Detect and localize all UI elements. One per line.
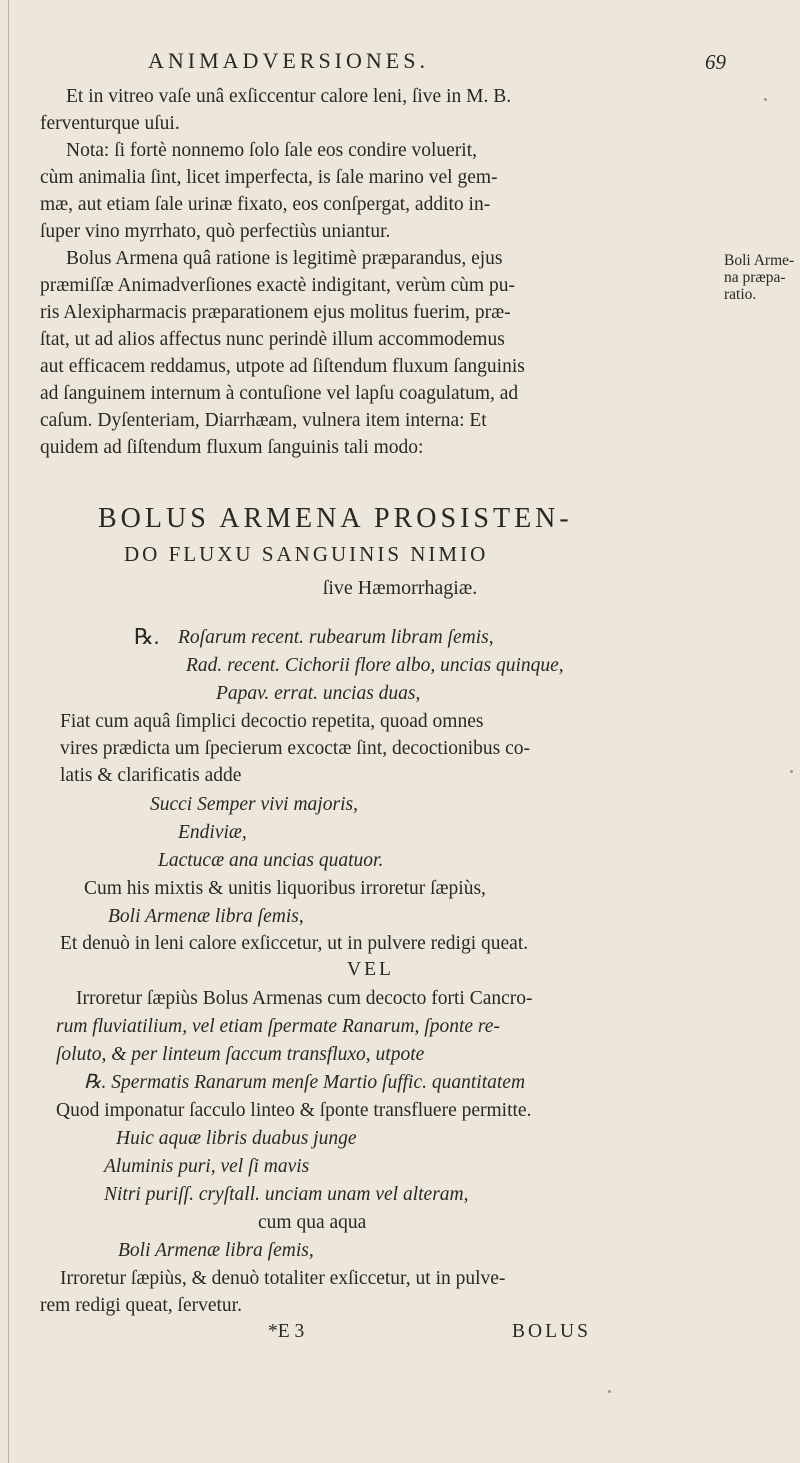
catchword: BOLUS [512,1321,591,1342]
recipe-line: Papav. errat. uncias duas, [216,683,421,704]
margin-note-line: ratio. [724,286,757,304]
ingredient-line: Boli Armenæ libra ſemis, [118,1240,314,1261]
margin-note [724,252,794,303]
ingredient-line: Lactucæ ana uncias quatuor. [158,850,384,871]
body-line: præmiſſæ Animadverſiones exactè indigitant, verùm cùm pu- [40,275,515,296]
body-line: latis & clarificatis adde [60,765,242,786]
body-line: ferventurque uſui. [40,113,180,134]
page-edge-line [8,0,9,1463]
paper-speck [764,98,767,101]
recipe-line: Roſarum recent. rubearum libram ſemis, [178,627,494,648]
ingredient-line: Nitri puriſſ. cryſtall. unciam unam vel alteram, [104,1184,469,1205]
body-line: caſum. Dyſenteriam, Diarrhæam, vulnera item interna: Et [40,410,487,431]
body-line: Irroretur ſæpiùs Bolus Armenas cum decocto forti Cancro- [76,988,533,1009]
ingredient-line: Endiviæ, [178,822,247,843]
body-line: ſuper vino myrrhato, quò perfectiùs uniantur. [40,221,391,242]
body-line: mæ, aut etiam ſale urinæ fixato, eos conſpergat, addito in- [40,194,491,215]
section-title: BOLUS ARMENA PROSISTEN- [98,503,573,534]
body-line: Nota: ſi fortè nonnemo ſolo ſale eos condire voluerit, [66,140,478,161]
signature-mark: *E 3 [268,1321,305,1342]
body-line: Et denuò in leni calore exſiccetur, ut in pulvere redigi queat. [60,933,529,954]
recipe-line: Rad. recent. Cichorii flore albo, uncias quinque, [186,655,564,676]
body-line: rem redigi queat, ſervetur. [40,1295,242,1316]
recipe-symbol: ℞. [134,624,160,649]
body-line: Bolus Armena quâ ratione is legitimè præparandus, ejus [66,248,503,269]
ingredient-line: Boli Armenæ libra ſemis, [108,906,304,927]
body-line: cùm animalia ſint, licet imperfecta, is ſale marino vel gem- [40,167,498,188]
margin-note-line: Boli Arme- [724,252,795,269]
ingredient-line: Huic aquæ libris duabus junge [116,1128,357,1149]
body-line: Irroretur ſæpiùs, & denuò totaliter exſiccetur, ut in pulve- [60,1268,506,1289]
ingredient-line: Aluminis puri, vel ſi mavis [104,1156,310,1177]
body-line: Cum his mixtis & unitis liquoribus irroretur ſæpiùs, [84,878,486,899]
body-line: vires prædicta um ſpecierum excoctæ ſint, decoctionibus co- [60,738,531,759]
recipe-line: ℞. Spermatis Ranarum menſe Martio ſuffic. quantitatem [84,1072,526,1093]
paper-speck [608,1390,611,1393]
body-line: cum qua aqua [258,1212,367,1233]
ingredient-line: Succi Semper vivi majoris, [150,794,358,815]
body-line: ſoluto, & per linteum ſaccum transfluxo, utpote [56,1044,425,1065]
section-subtitle-small: ſive Hæmorrhagiæ. [322,577,478,599]
body-line: Quod imponatur ſacculo linteo & ſponte transfluere permitte. [56,1100,532,1121]
body-line: Fiat cum aquâ ſimplici decoctio repetita, quoad omnes [60,711,484,732]
margin-note-line: na præpa- [724,269,786,287]
body-line: ad ſanguinem internum à contuſione vel lapſu coagulatum, ad [40,383,519,404]
body-line: rum fluviatilium, vel etiam ſpermate Ranarum, ſponte re- [56,1016,500,1037]
body-line: quidem ad ſiſtendum fluxum ſanguinis tali modo: [40,437,424,458]
body-line: aut efficacem reddamus, utpote ad ſiſtendum fluxum ſanguinis [40,356,525,377]
running-title: ANIMADVERSIONES. [148,48,429,73]
page-number: 69 [705,50,726,74]
vel-heading: VEL [347,959,394,980]
paper-speck [790,770,793,773]
body-line: ſtat, ut ad alios affectus nunc perindè illum accommodemus [40,329,505,350]
section-subtitle: DO FLUXU SANGUINIS NIMIO [124,542,489,566]
body-line: Et in vitreo vaſe unâ exſiccentur calore leni, ſive in M. B. [66,86,512,107]
body-line: ris Alexipharmacis præparationem ejus molitus fuerim, præ- [40,302,511,323]
